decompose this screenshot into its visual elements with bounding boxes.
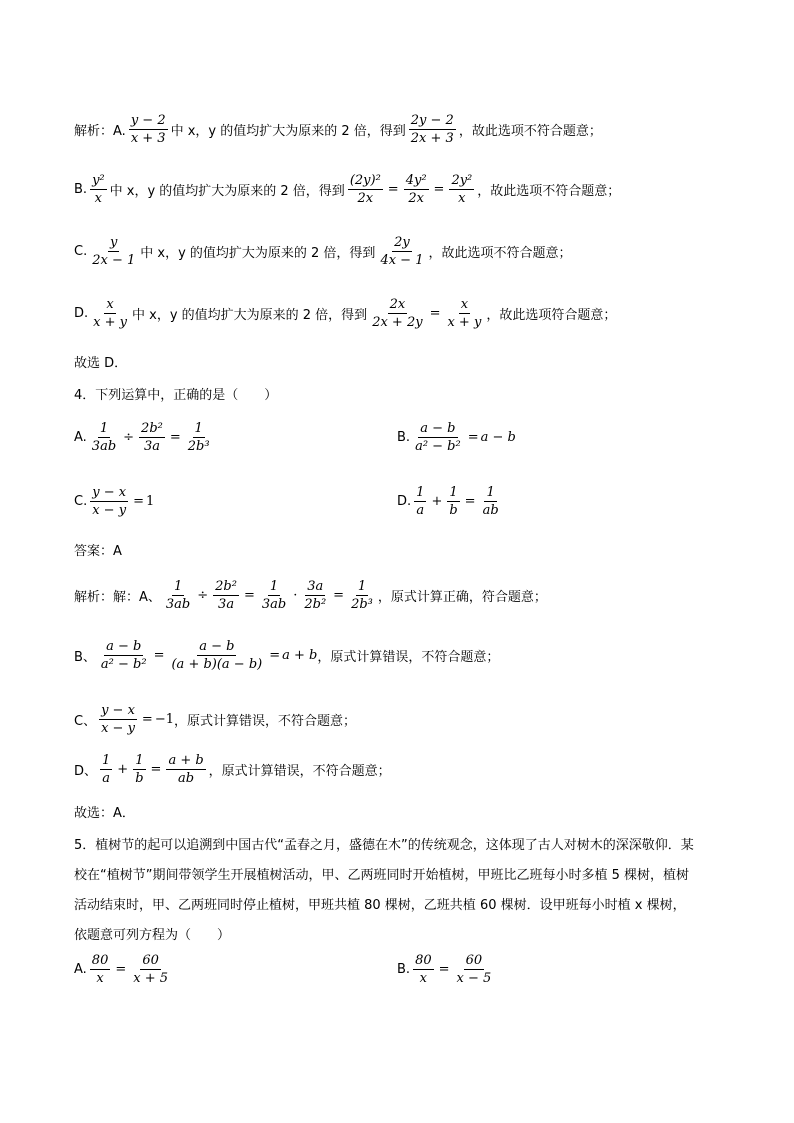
q3-solution-b: B. $\frac{\text{y²}}{x}$ 中 x，y 的值均扩大为原来的 2 倍，得到 $\frac{\text{(2y)²}}{2x}$ = $\frac{\text{4y²}}{2x}$ = $\frac{\text{2y²}}{x}$ ，故此选项不符合题意； [74,173,621,206]
fraction: $\frac{1}{a}$ [416,485,425,518]
fraction: $\frac{a - b}{(a + b)(a - b)}$ [171,639,263,672]
q4-option-d: D. $\frac{1}{a}$ + $\frac{1}{b}$ = $\frac{1}{ab}$ [397,485,499,518]
q5-option-a: A. $\frac{80}{x}$ = $\frac{60}{x + 5}$ [74,953,169,986]
q4-solution-b: B、 $\frac{a - b}{\text{a² − b²}}$ = $\frac{a - b}{(a + b)(a - b)}$ = a + b ，原式计算错误，不符合题意； [74,639,500,672]
q3-solution-d: D. $\frac{x}{x + y}$ 中 x，y 的值均扩大为原来的 2 倍，得到 $\frac{2x}{2x + 2y}$ = $\frac{x}{x + y}$ ，故此选项符合题意； [74,297,617,330]
fraction: $\frac{3a}{\text{2b²}}$ [304,579,327,612]
fraction: $\frac{1}{\text{2b³}}$ [187,421,210,454]
q4-solution-a: 解析：解：A、 $\frac{1}{3ab}$ ÷ $\frac{\text{2b²}}{3a}$ = $\frac{1}{3ab}$ · $\frac{3a}{\text{2b²}}$ = $\frac{1}{\text{2b³}}$ ，原式计算正确，符合题意； [74,579,547,612]
fraction: $\frac{x}{x + y}$ [93,297,127,330]
q5-stem-line1: 5．植树节的起可以追溯到中国古代“孟春之月，盛德在木”的传统观念，这体现了古人对树木的深深敬仰．某 [74,838,694,853]
fraction: $\frac{80}{x}$ [415,953,432,986]
fraction: $\frac{2y}{4x - 1}$ [380,235,424,268]
q4-stem: 4．下列运算中，正确的是（ ） [74,388,278,403]
fraction: $\frac{y}{2x - 1}$ [92,235,136,268]
fraction: $\frac{1}{3ab}$ [165,579,191,612]
q4-option-c: C. $\frac{y - x}{x - y}$ = 1 [74,485,155,518]
q3-solution-c: C. $\frac{y}{2x - 1}$ 中 x，y 的值均扩大为原来的 2 倍，得到 $\frac{2y}{4x - 1}$ ，故此选项不符合题意； [74,235,572,268]
q4-option-a: A. $\frac{1}{3ab}$ ÷ $\frac{\text{2b²}}{3a}$ = $\frac{1}{\text{2b³}}$ [74,421,210,454]
fraction: $\frac{2x}{2x + 2y}$ [372,297,423,330]
fraction: $\frac{1}{b}$ [135,753,144,786]
fraction: $\frac{1}{\text{2b³}}$ [351,579,373,612]
q3-choice: 故选 D． [74,356,128,371]
q5-stem-line2: 校在“植树节”期间带领学生开展植树活动，甲、乙两班同时开始植树，甲班比乙班每小时多植 5 棵树，植树 [74,868,690,883]
q4-choice: 故选：A． [74,806,135,821]
q4-option-b: B. $\frac{a - b}{\text{a² − b²}}$ = a − b [397,421,516,454]
q4-solution-c: C、 $\frac{y - x}{x - y}$ = −1 ，原式计算错误，不符合题意； [74,703,357,736]
fraction: $\frac{y - 2}{x + 3}$ [130,113,166,146]
fraction: $\frac{\text{y²}}{x}$ [92,173,105,206]
fraction: $\frac{a - b}{\text{a² − b²}}$ [415,421,461,454]
q4-solution-d: D、 $\frac{1}{a}$ + $\frac{1}{b}$ = $\frac{a + b}{ab}$ ，原式计算错误，不符合题意； [74,753,391,786]
q5-stem-line4: 依题意可列方程为（ ） [74,928,231,943]
fraction: $\frac{\text{4y²}}{2x}$ [405,173,427,206]
fraction: $\frac{a + b}{ab}$ [168,753,204,786]
q4-answer: 答案：A [74,544,122,559]
fraction: $\frac{2y - 2}{2x + 3}$ [410,113,454,146]
fraction: $\frac{x}{x + y}$ [447,297,482,330]
fraction: $\frac{80}{x}$ [91,953,109,986]
fraction: $\frac{1}{3ab}$ [261,579,287,612]
fraction: $\frac{\text{2b²}}{3a}$ [141,421,163,454]
fraction: $\frac{60}{x - 5}$ [456,953,492,986]
fraction: $\frac{60}{x + 5}$ [133,953,169,986]
fraction: $\frac{y - x}{x - y}$ [101,703,135,736]
fraction: $\frac{1}{3ab}$ [91,421,117,454]
q3-solution-a: 解析：A. $\frac{y - 2}{x + 3}$ 中 x，y 的值均扩大为原来的 2 倍，得到 $\frac{2y - 2}{2x + 3}$ ，故此选项不符合题意； [74,113,602,146]
fraction: $\frac{1}{ab}$ [482,485,499,518]
fraction: $\frac{a - b}{\text{a² − b²}}$ [100,639,147,672]
fraction: $\frac{\text{2y²}}{x}$ [451,173,473,206]
fraction: $\frac{1}{a}$ [102,753,111,786]
q5-option-b: B. $\frac{80}{x}$ = $\frac{60}{x - 5}$ [397,953,492,986]
fraction: $\frac{\text{2b²}}{3a}$ [215,579,237,612]
fraction: $\frac{\text{(2y)²}}{2x}$ [349,173,381,206]
fraction: $\frac{y - x}{x - y}$ [92,485,127,518]
q5-stem-line3: 活动结束时，甲、乙两班同时停止植树，甲班共植 80 棵树，乙班共植 60 棵树．设甲班每小时植 x 棵树， [74,898,686,913]
fraction: $\frac{1}{b}$ [449,485,458,518]
